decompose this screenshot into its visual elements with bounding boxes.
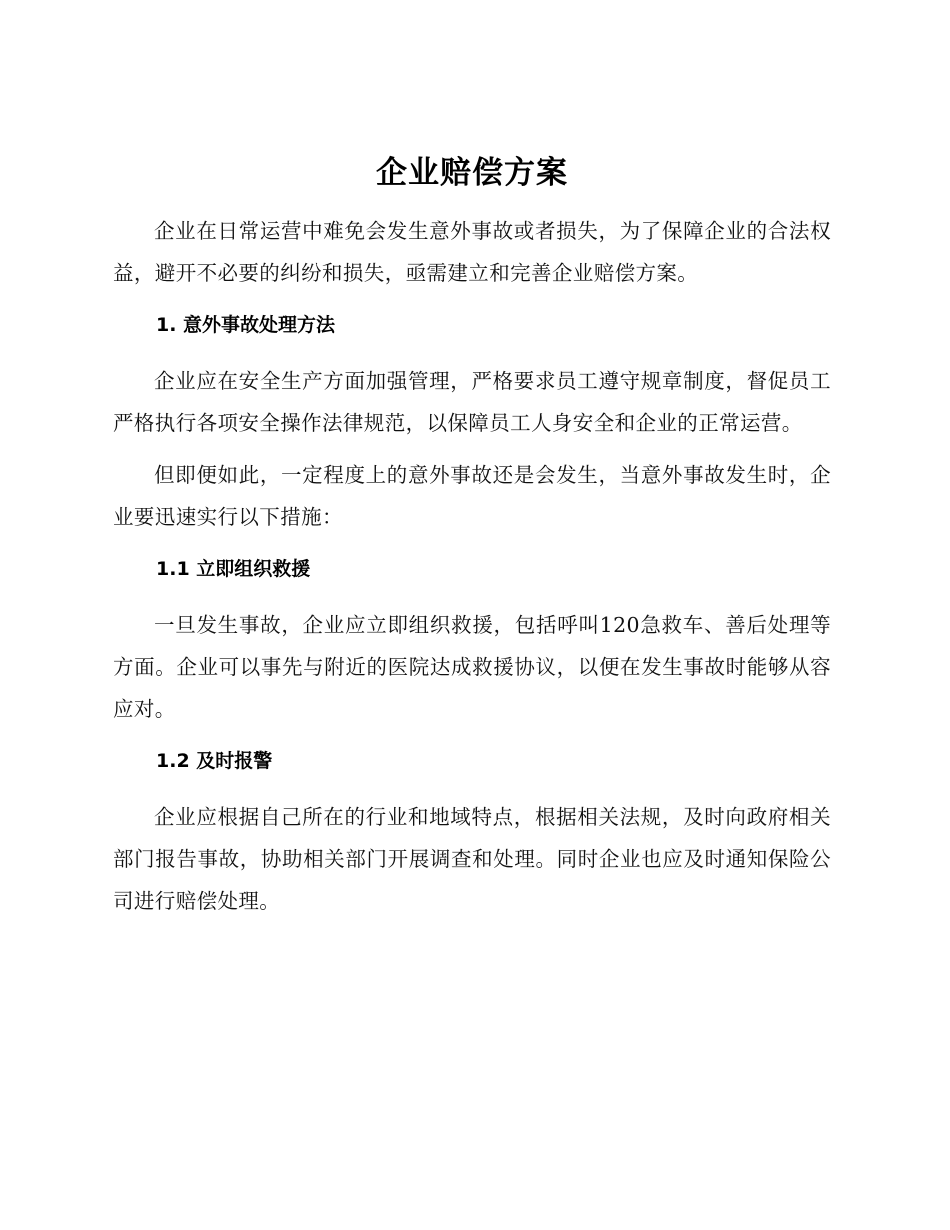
section-1-1-heading: 1.1 立即组织救援 — [156, 558, 311, 580]
section-1-paragraph-1: 企业应在安全生产方面加强管理，严格要求员工遵守规章制度，督促员工严格执行各项安全操作法律规范，以保障员工人身安全和企业的正常运营。 — [113, 369, 831, 435]
section-1-2-heading: 1.2 及时报警 — [156, 750, 273, 772]
document-body — [113, 150, 831, 932]
section-1-2-paragraph: 企业应根据自己所在的行业和地域特点，根据相关法规，及时向政府相关部门报告事故，协助相关部门开展调查和处理。同时企业也应及时通知保险公司进行赔偿处理。 — [113, 805, 831, 913]
intro-paragraph: 企业在日常运营中难免会发生意外事故或者损失，为了保障企业的合法权益，避开不必要的纠纷和损失，亟需建立和完善企业赔偿方案。 — [113, 219, 831, 285]
document-title: 企业赔偿方案 — [376, 155, 568, 191]
section-1-paragraph-2: 但即便如此，一定程度上的意外事故还是会发生，当意外事故发生时，企业要迅速实行以下措施： — [113, 463, 831, 529]
section-1-1-paragraph: 一旦发生事故，企业应立即组织救援，包括呼叫120急救车、善后处理等方面。企业可以事先与附近的医院达成救援协议，以便在发生事故时能够从容应对。 — [113, 613, 831, 721]
section-1-heading: 1. 意外事故处理方法 — [156, 314, 336, 336]
